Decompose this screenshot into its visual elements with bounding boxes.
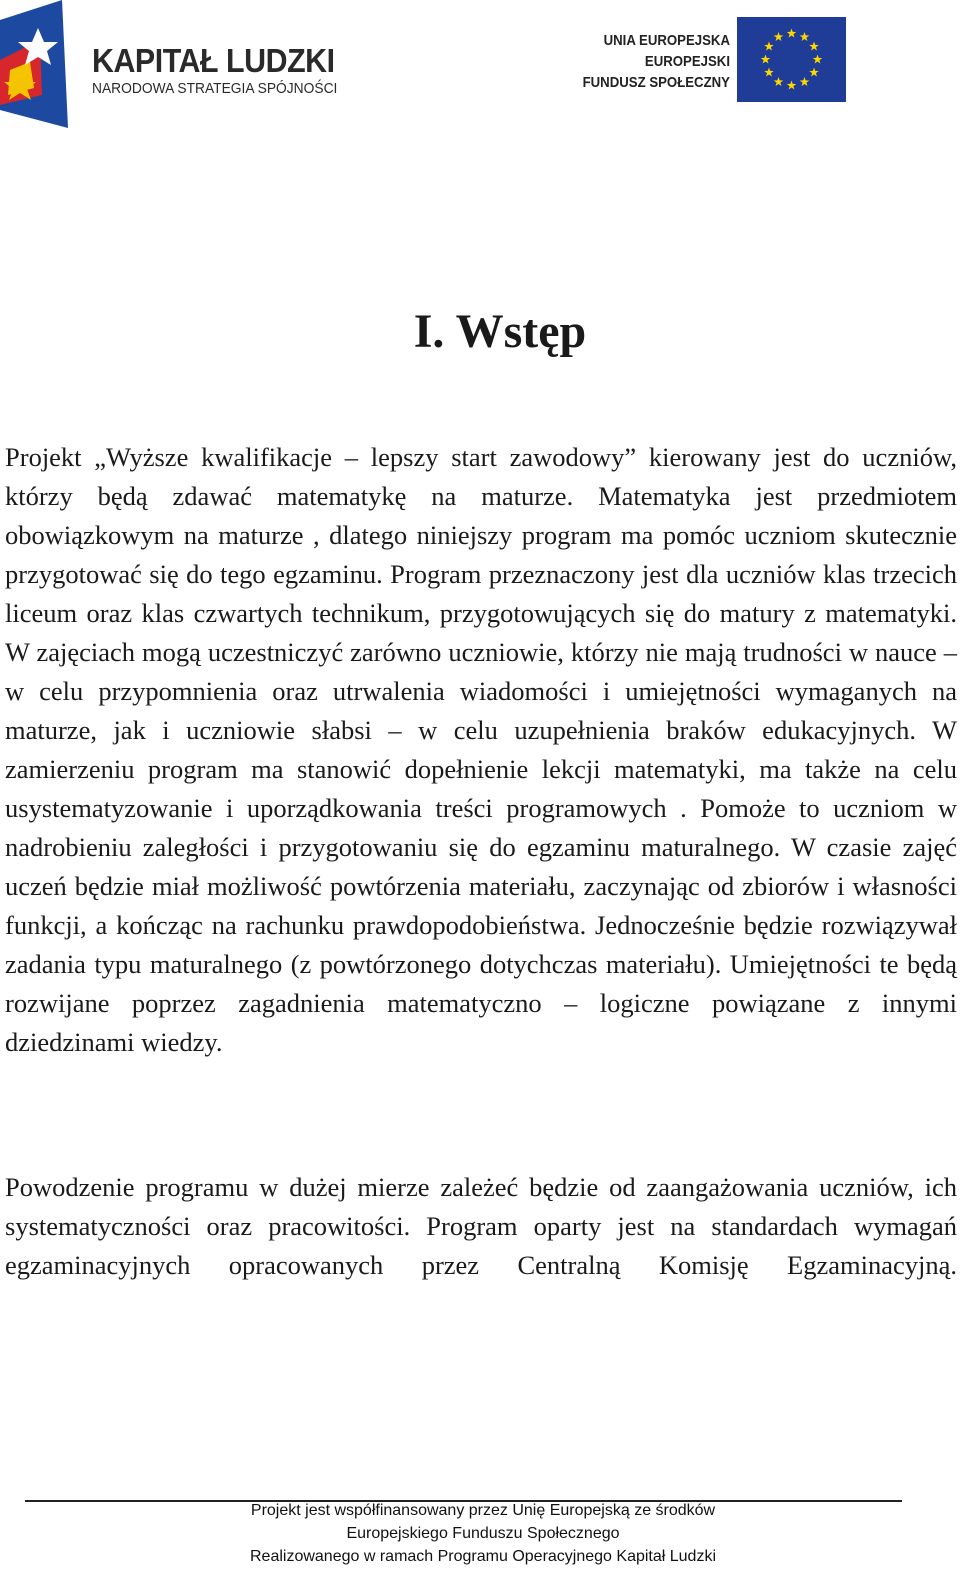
footer-line1: Projekt jest współfinansowany przez Unię Europejską ze środków [250,1502,716,1519]
kl-subtitle: NARODOWA STRATEGIA SPÓJNOŚCI [92,80,338,97]
eu-line1: UNIA EUROPEJSKA [603,32,730,49]
kapital-ludzki-wordmark [92,44,359,98]
kl-title: KAPITAŁ LUDZKI [92,42,335,79]
eu-line2: EUROPEJSKI [644,53,730,70]
footer-line3: Realizowanego w ramach Programu Operacyjnego Kapitał Ludzki [249,1548,717,1565]
eu-wordmark [580,30,730,93]
eu-line3: FUNDUSZ SPOŁECZNY [582,74,730,91]
eu-flag-icon [737,17,846,102]
paragraph-success: Powodzenie programu w dużej mierze zależeć będzie od zaangażowania uczniów, ich systematyczności oraz pracowitości. Program oparty jest na standardach wymagań egzaminacyjnych opracowanych przez Centralną Komisję Egzaminacyjną. [5,1172,957,1280]
footer-line2: Europejskiego Funduszu Społecznego [346,1525,620,1542]
footer [0,1499,896,1568]
page-header [0,0,960,140]
page-title: I. Wstęp [413,305,587,358]
paragraph-intro: Projekt „Wyższe kwalifikacje – lepszy start zawodowy” kierowany jest do uczniów, którzy będą zdawać matematykę na maturze. Matematyka jest przedmiotem obowiązkowym na maturze , dlatego niniejszy program ma pomóc uczniom skutecznie przygotować się do tego egzaminu. Program przeznaczony jest dla uczniów klas trzecich liceum oraz klas czwartych technikum, przygotowujących się do matury z matematyki. W zajęciach mogą uczestniczyć zarówno uczniowie, którzy nie mają trudności w nauce – w celu przypomnienia oraz utrwalenia wiadomości i umiejętności wymaganych na maturze, jak i uczniowie słabsi – w celu uzupełnienia braków edukacyjnych. W zamierzeniu program ma stanowić dopełnienie lekcji matematyki, ma także na celu usystematyzowanie i uporządkowania treści programowych . Pomoże to uczniom w nadrobieniu zaległości i przygotowaniu się do egzaminu maturalnego. W czasie zajęć uczeń będzie miał możliwość powtórzenia materiału, zaczynając od zbiorów i własności funkcji, a kończąc na rachunku prawdopodobieństwa. Jednocześnie będzie rozwiązywał zadania typu maturalnego (z powtórzonego dotychczas materiału). Umiejętności te będą rozwijane poprzez zagadnienia matematyczno – logiczne powiązane z innymi dziedzinami wiedzy. [5,442,957,1057]
